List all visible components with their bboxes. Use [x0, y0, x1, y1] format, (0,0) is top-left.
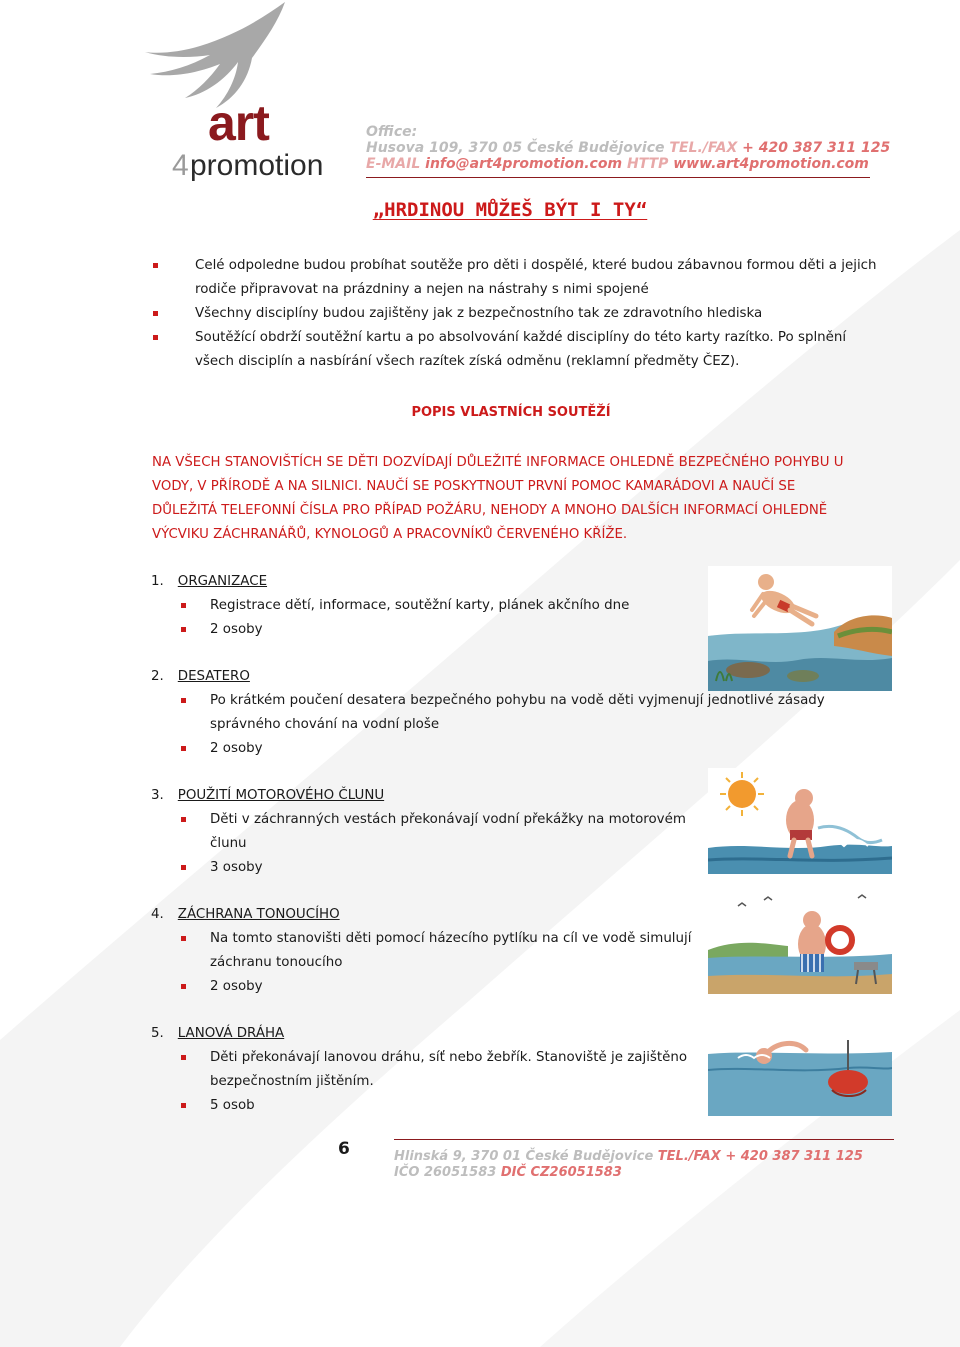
description-line: VODY, V PŘÍRODĚ A NA SILNICI. NAUČÍ SE POSKYTNOUT PRVNÍ POMOC KAMARÁDOVI A NAUČÍ SE [152, 479, 796, 494]
section-number: 5. [151, 1026, 164, 1041]
bullet-icon [181, 817, 186, 822]
bullet-icon [181, 1103, 186, 1108]
bullet-icon [181, 936, 186, 941]
bullet-icon [181, 865, 186, 870]
email-link[interactable]: info@art4promotion.com [425, 156, 623, 172]
angel-wing-logo-icon [140, 0, 290, 110]
section-title: LANOVÁ DRÁHA [177, 1026, 285, 1041]
section-line: 5 osob [210, 1098, 255, 1113]
footer-address: Hlinská 9, 370 01 České Budějovice [394, 1149, 654, 1164]
section-line: záchranu tonoucího [210, 955, 343, 970]
description-line: DŮLEŽITÁ TELEFONNÍ ČÍSLA PRO PŘÍPAD POŽÁRU, NEHODY A MNOHO DALŠÍCH INFORMACÍ OHLEDNĚ [152, 503, 828, 518]
section-title: ORGANIZACE [177, 574, 268, 589]
section-line: bezpečnostním jištěním. [210, 1074, 374, 1089]
bullet-icon [153, 311, 158, 316]
footer-dic: DIČ CZ26051583 [500, 1165, 622, 1180]
bullet-icon [181, 984, 186, 989]
section-title: POUŽITÍ MOTOROVÉHO ČLUNU [177, 788, 385, 803]
office-address: Husova 109, 370 05 České Budějovice [366, 140, 665, 156]
description-line: NA VŠECH STANOVIŠTÍCH SE DĚTI DOZVÍDAJÍ DŮLEŽITÉ INFORMACE OHLEDNĚ BEZPEČNÉHO POHYBU U [152, 455, 844, 470]
header-divider [366, 177, 870, 178]
footer-divider [394, 1139, 894, 1140]
section-line: Děti překonávají lanovou dráhu, síť nebo žebřík. Stanoviště je zajištěno [210, 1050, 688, 1065]
office-tel: + 420 387 311 125 [742, 140, 891, 156]
logo-promotion-text: promotion [190, 149, 324, 182]
intro-line: Všechny disciplíny budou zajištěny jak z bezpečnostního tak ze zdravotního hlediska [195, 306, 763, 321]
intro-line: všech disciplín a nasbírání všech razítek získá odměnu (reklamní předměty ČEZ). [195, 354, 740, 369]
bullet-icon [181, 1055, 186, 1060]
section-line: Na tomto stanovišti děti pomocí házecího pytlíku na cíl ve vodě simulují [210, 931, 692, 946]
office-contact-line [366, 157, 869, 171]
description-line: VÝCVIKU ZÁCHRANÁŘŮ, KYNOLOGŮ A PRACOVNÍKŮ ČERVENÉHO KŘÍŽE. [152, 527, 628, 542]
section-line: Po krátkém poučení desatera bezpečného pohybu na vodě děti vyjmenují jednotlivé zásady [210, 693, 825, 708]
section-number: 3. [151, 788, 164, 803]
man-on-water-illustration [708, 768, 892, 874]
bullet-icon [181, 746, 186, 751]
description-heading: POPIS VLASTNÍCH SOUTĚŽÍ [411, 405, 611, 420]
footer-ico: IČO 26051583 [394, 1165, 497, 1180]
section-number: 2. [151, 669, 164, 684]
page-title: „HRDINOU MŮŽEŠ BÝT I TY“ [372, 199, 648, 221]
section-line: Registrace dětí, informace, soutěžní karty, plánek akčního dne [210, 598, 630, 613]
swimmer-buoy-illustration [708, 1010, 892, 1116]
section-heading [151, 574, 267, 589]
intro-line: Celé odpoledne budou probíhat soutěže pro děti i dospělé, které budou zábavnou formou děti a jejich [195, 258, 877, 273]
web-link[interactable]: www.art4promotion.com [673, 156, 869, 172]
section-line: správného chování na vodní ploše [210, 717, 440, 732]
http-label: HTTP [626, 156, 669, 172]
section-line: 2 osoby [210, 741, 263, 756]
section-heading [151, 788, 384, 803]
section-line: 2 osoby [210, 979, 263, 994]
section-number: 1. [151, 574, 164, 589]
section-heading [151, 669, 250, 684]
section-line: 3 osoby [210, 860, 263, 875]
footer-ids-line [394, 1165, 622, 1180]
page-number: 6 [338, 1139, 350, 1159]
section-title: ZÁCHRANA TONOUCÍHO [177, 907, 340, 922]
intro-line: rodiče připravovat na prázdniny a nejen na nástrahy s nimi spojené [195, 282, 649, 297]
office-tel-label: TEL./FAX [669, 140, 738, 156]
bullet-icon [153, 335, 158, 340]
section-heading [151, 1026, 284, 1041]
section-line: 2 osoby [210, 622, 263, 637]
bullet-icon [153, 263, 158, 268]
office-address-line [366, 141, 890, 155]
bullet-icon [181, 627, 186, 632]
man-with-buoy-illustration [708, 888, 892, 994]
intro-line: Soutěžící obdrží soutěžní kartu a po absolvování každé disciplíny do této karty razítko. Po splnění [195, 330, 847, 345]
logo-art-text: art [208, 95, 269, 151]
bullet-icon [181, 603, 186, 608]
diving-man-illustration [708, 566, 892, 691]
logo-4-text: 4 [172, 149, 189, 182]
section-heading [151, 907, 340, 922]
footer-tel-label: TEL./FAX [657, 1149, 721, 1164]
email-label: E-MAIL [366, 156, 421, 172]
footer-address-line [394, 1149, 863, 1164]
section-number: 4. [151, 907, 164, 922]
footer-tel: + 420 387 311 125 [725, 1149, 863, 1164]
bullet-icon [181, 698, 186, 703]
office-label: Office: [366, 124, 418, 140]
section-line: Děti v záchranných vestách překonávají vodní překážky na motorovém [210, 812, 686, 827]
section-line: člunu [210, 836, 247, 851]
section-title: DESATERO [177, 669, 250, 684]
